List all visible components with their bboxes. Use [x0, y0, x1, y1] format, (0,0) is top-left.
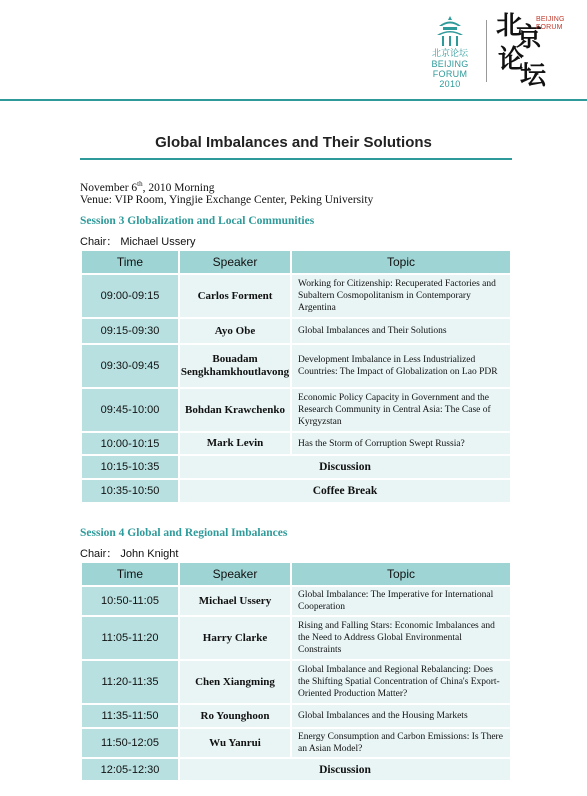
speaker-cell: Michael Ussery	[180, 587, 290, 615]
small-brand-line1: BEIJING	[536, 16, 565, 23]
table-row	[82, 729, 510, 757]
date-time: , 2010 Morning	[142, 181, 215, 194]
calligraphy-char: 论	[498, 45, 525, 75]
table-header-row	[82, 563, 510, 585]
column-header-topic: Topic	[292, 251, 510, 273]
small-brand-text	[536, 16, 565, 32]
calligraphy-char: 北	[496, 11, 523, 41]
speaker-cell: Ayo Obe	[180, 319, 290, 343]
date-text: November 6	[80, 181, 138, 194]
speaker-cell: Mark Levin	[180, 433, 290, 454]
column-header-topic: Topic	[292, 563, 510, 585]
logo-english-line1: BEIJING	[431, 59, 469, 69]
schedule-table	[80, 561, 512, 782]
title-underline	[80, 158, 512, 160]
schedule-table	[80, 249, 512, 504]
session-chair: Chair： John Knight	[80, 548, 179, 560]
time-cell: 09:30-09:45	[82, 345, 178, 387]
topic-cell: Economic Policy Capacity in Government and the Research Community in Central Asia: The Case of Kyrgyzstan	[292, 389, 510, 431]
speaker-cell: Carlos Forment	[180, 275, 290, 317]
event-venue: Venue: VIP Room, Yingjie Exchange Center, Peking University	[80, 194, 374, 206]
session-chair: Chair： Michael Ussery	[80, 236, 196, 248]
table-row	[82, 480, 510, 502]
page-title: Global Imbalances and Their Solutions	[155, 134, 432, 151]
table-row	[82, 319, 510, 343]
table-header-row	[82, 251, 510, 273]
time-cell: 09:00-09:15	[82, 275, 178, 317]
column-header-time: Time	[82, 563, 178, 585]
session-title: Session 4 Global and Regional Imbalances	[80, 527, 288, 539]
topic-cell: Working for Citizenship: Recuperated Factories and Subaltern Cosmopolitanism in Contemporary Argentina	[292, 275, 510, 317]
column-header-speaker: Speaker	[180, 251, 290, 273]
column-header-speaker: Speaker	[180, 563, 290, 585]
session-title: Session 3 Globalization and Local Communities	[80, 215, 315, 227]
time-cell: 11:20-11:35	[82, 661, 178, 703]
time-cell: 10:35-10:50	[82, 480, 178, 502]
calligraphy-char: 坛	[520, 61, 547, 91]
speaker-cell: Ro Younghoon	[180, 705, 290, 727]
temple-icon	[433, 14, 467, 48]
topic-cell: Energy Consumption and Carbon Emissions: Is There an Asian Model?	[292, 729, 510, 757]
speaker-cell: Harry Clarke	[180, 617, 290, 659]
topic-cell: Rising and Falling Stars: Economic Imbalances and the Need to Address Global Environmental Constraints	[292, 617, 510, 659]
speaker-cell: Wu Yanrui	[180, 729, 290, 757]
topic-cell: Global Imbalances and the Housing Markets	[292, 705, 510, 727]
logo-english-line2: FORUM	[432, 69, 468, 79]
topic-cell: Global Imbalance: The Imperative for International Cooperation	[292, 587, 510, 615]
discussion-cell: Discussion	[180, 759, 510, 780]
time-cell: 10:00-10:15	[82, 433, 178, 454]
time-cell: 11:35-11:50	[82, 705, 178, 727]
table-row	[82, 433, 510, 454]
table-row	[82, 275, 510, 317]
table-row	[82, 456, 510, 478]
time-cell: 09:15-09:30	[82, 319, 178, 343]
calligraphy-char: 京	[516, 23, 543, 53]
table-row	[82, 661, 510, 703]
table-row	[82, 389, 510, 431]
topic-cell: Global Imbalances and Their Solutions	[292, 319, 510, 343]
table-row	[82, 759, 510, 780]
table-row	[82, 587, 510, 615]
time-cell: 10:15-10:35	[82, 456, 178, 478]
speaker-cell: Bouadam Sengkhamkhoutlavong	[180, 345, 290, 387]
discussion-cell: Discussion	[180, 456, 510, 478]
time-cell: 10:50-11:05	[82, 587, 178, 615]
logo-divider	[486, 20, 487, 82]
coffee-break-cell: Coffee Break	[180, 480, 510, 502]
topic-cell: Development Imbalance in Less Industrialized Countries: The Impact of Globalization on Lao PDR	[292, 345, 510, 387]
logo-year: 2010	[439, 79, 461, 89]
time-cell: 11:50-12:05	[82, 729, 178, 757]
date-superscript: th	[137, 180, 143, 188]
time-cell: 11:05-11:20	[82, 617, 178, 659]
table-row	[82, 705, 510, 727]
small-brand-line2: FORUM	[536, 24, 563, 31]
speaker-cell: Bohdan Krawchenko	[180, 389, 290, 431]
logo-chinese-text: 北京论坛	[431, 49, 468, 59]
speaker-cell: Chen Xiangming	[180, 661, 290, 703]
topic-cell: Has the Storm of Corruption Swept Russia?	[292, 433, 510, 454]
table-row	[82, 345, 510, 387]
time-cell: 12:05-12:30	[82, 759, 178, 780]
beijing-forum-2010-logo	[418, 14, 482, 90]
time-cell: 09:45-10:00	[82, 389, 178, 431]
page-header	[0, 0, 587, 100]
topic-cell: Global Imbalance and Regional Rebalancing: Does the Shifting Spatial Concentration of China's Export-Oriented Production Matter?	[292, 661, 510, 703]
header-rule	[0, 99, 587, 101]
column-header-time: Time	[82, 251, 178, 273]
table-row	[82, 617, 510, 659]
